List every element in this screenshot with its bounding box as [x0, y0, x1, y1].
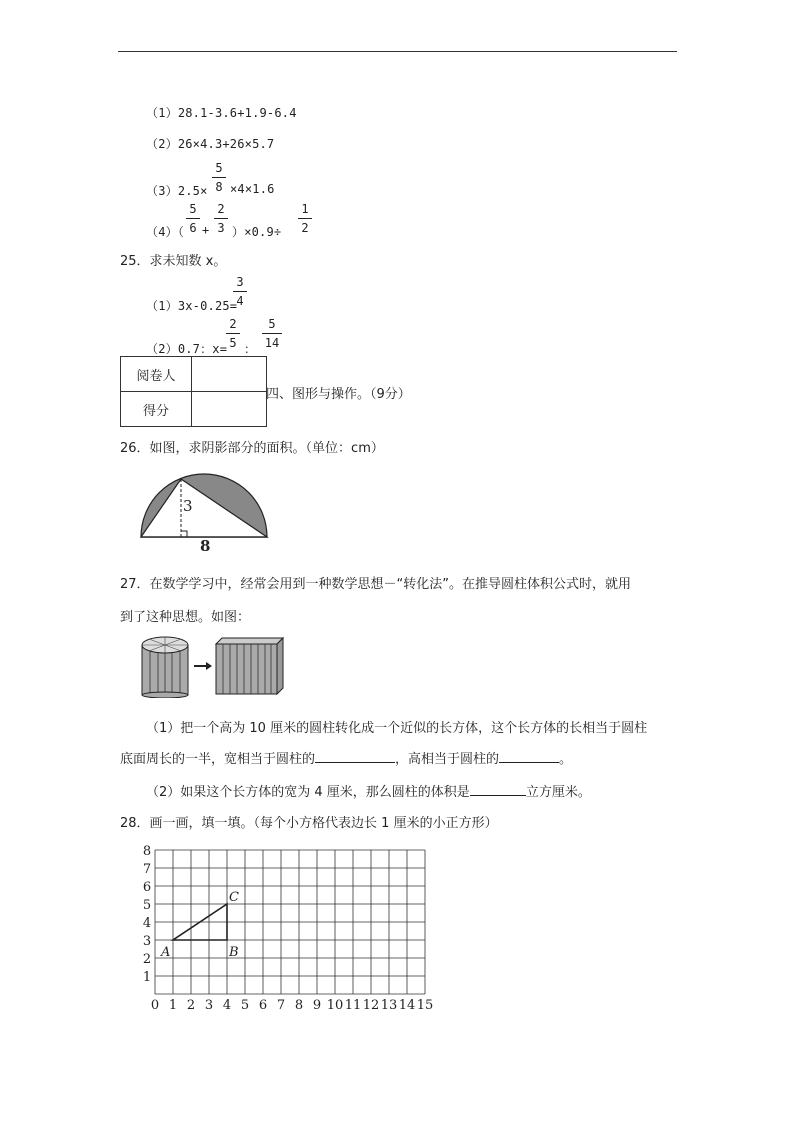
reviewer-label: 阅卷人 [121, 357, 192, 392]
x-tick-label: 5 [240, 998, 250, 1013]
q28-title: 28．画一画，填一填。（每个小方格代表边长 1 厘米的小正方形） [120, 816, 498, 831]
calc-item-3-rest: ×4×1.6 [230, 182, 275, 196]
q25-item-2-fraction-1: 2 5 [226, 316, 240, 351]
x-tick-label: 2 [186, 998, 196, 1013]
y-tick-label: 1 [142, 970, 152, 985]
x-tick-label: 0 [150, 998, 160, 1013]
q25-item-1-fraction: 3 4 [233, 274, 247, 309]
y-tick-label: 7 [142, 862, 152, 877]
q26-height-label: 3 [183, 497, 193, 515]
y-tick-label: 6 [142, 880, 152, 895]
x-tick-label: 1 [168, 998, 178, 1013]
calc-item-1: （1）28.1-3.6+1.9-6.4 [146, 106, 297, 120]
q25-title: 25．求未知数 x。 [120, 254, 227, 269]
q25-item-2-colon: ： [244, 342, 257, 356]
reviewer-cell[interactable] [192, 357, 267, 392]
q27-sub2: （2）如果这个长方体的宽为 4 厘米，那么圆柱的体积是 立方厘米。 [146, 785, 591, 800]
y-tick-label: 5 [142, 898, 152, 913]
answer-blank-volume[interactable] [470, 783, 526, 796]
y-tick-label: 8 [142, 844, 152, 859]
point-a-label: A [161, 945, 171, 960]
x-tick-label: 13 [380, 998, 398, 1013]
calc-item-3: （3）2.5× [146, 184, 208, 198]
q25-item-2-fraction-2: 5 14 [262, 316, 282, 351]
x-tick-label: 15 [416, 998, 434, 1013]
q25-item-1: （1）3x-0.25= [146, 299, 238, 313]
y-tick-label: 4 [142, 916, 152, 931]
grid-lines [155, 850, 425, 994]
x-tick-label: 10 [326, 998, 344, 1013]
calc-item-4-rest: ）×0.9÷ [232, 225, 282, 239]
y-tick-label: 3 [142, 934, 152, 949]
q28-grid [140, 843, 440, 1013]
q27-line-2: 到了这种思想。如图： [120, 610, 251, 625]
x-tick-label: 6 [258, 998, 268, 1013]
calc-item-2: （2）26×4.3+26×5.7 [146, 137, 275, 151]
x-tick-label: 9 [312, 998, 322, 1013]
x-tick-label: 11 [344, 998, 362, 1013]
q26-base-label: 8 [200, 537, 211, 555]
x-tick-label: 12 [362, 998, 380, 1013]
x-tick-label: 3 [204, 998, 214, 1013]
q26-title: 26．如图，求阴影部分的面积。（单位：cm） [120, 441, 384, 456]
cylinder-to-cuboid-figure [140, 636, 285, 698]
answer-blank-width[interactable] [315, 750, 395, 763]
y-tick-label: 2 [142, 952, 152, 967]
q27-sub1-line-1: （1）把一个高为 10 厘米的圆柱转化成一个近似的长方体，这个长方体的长相当于圆柱 [146, 721, 648, 736]
calc-item-4-fraction-3: 1 2 [298, 201, 312, 236]
q25-item-2: （2）0.7：x= [146, 342, 228, 356]
score-table [120, 356, 267, 427]
score-label: 得分 [121, 392, 192, 427]
calc-item-3-fraction: 5 8 [212, 160, 226, 195]
calc-item-4-fraction-2: 2 3 [214, 201, 228, 236]
calc-item-4-plus: + [202, 223, 210, 237]
point-b-label: B [229, 945, 239, 960]
q27-sub1-line-2: 底面周长的一半，宽相当于圆柱的 ，高相当于圆柱的 。 [120, 752, 573, 767]
x-tick-label: 4 [222, 998, 232, 1013]
answer-blank-height[interactable] [499, 750, 559, 763]
x-tick-label: 7 [276, 998, 286, 1013]
section-4-title: 四、图形与操作。（9分） [266, 387, 411, 402]
x-tick-label: 8 [294, 998, 304, 1013]
score-cell[interactable] [192, 392, 267, 427]
x-tick-label: 14 [398, 998, 416, 1013]
point-c-label: C [229, 890, 239, 905]
q27-line-1: 27．在数学学习中，经常会用到一种数学思想－“转化法”。在推导圆柱体积公式时，就用 [120, 577, 632, 592]
calc-item-4-fraction-1: 5 6 [186, 201, 200, 236]
calc-item-4: （4）（ [146, 225, 185, 239]
header-rule [118, 51, 677, 52]
